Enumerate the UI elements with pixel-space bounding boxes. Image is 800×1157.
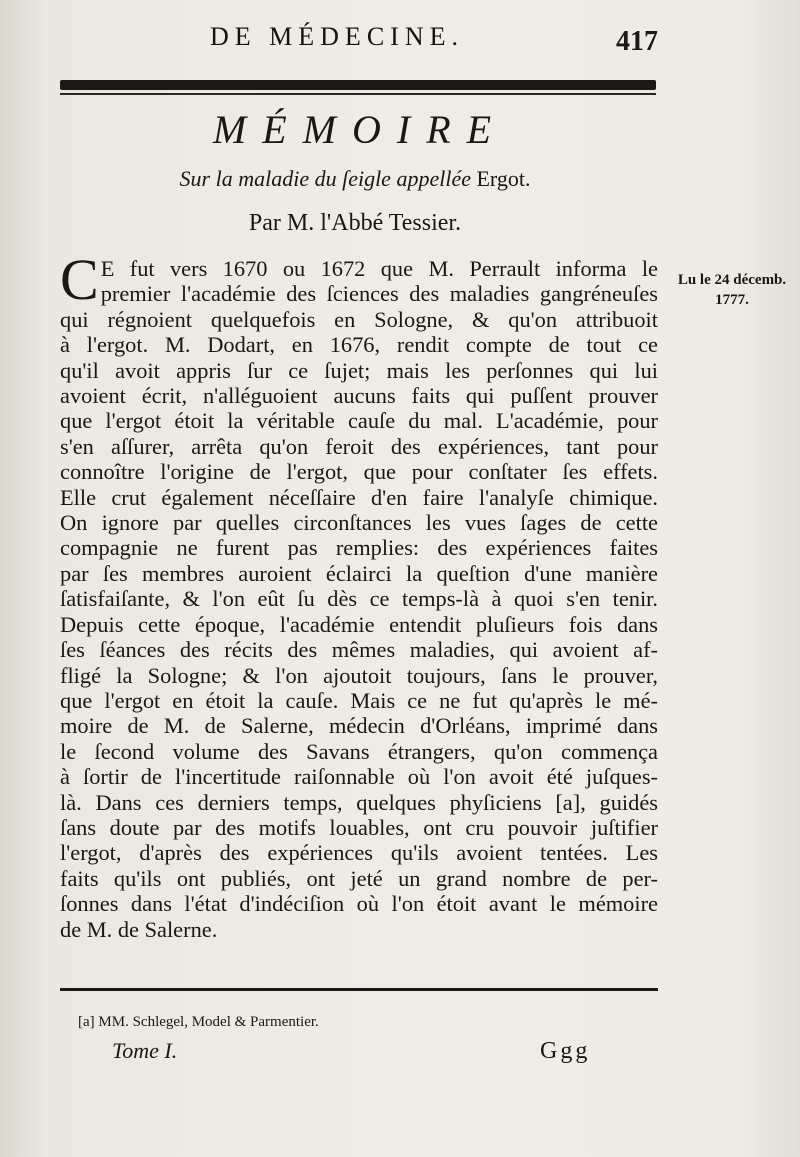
body-line: là. Dans ces derniers temps, quelques phyſiciens [a], guidés xyxy=(60,789,658,815)
drop-cap: C xyxy=(60,247,99,312)
body-line: que l'ergot étoit la véritable cauſe du mal. L'académie, pour xyxy=(60,408,658,434)
volume-label: Tome I. xyxy=(112,1038,178,1063)
footnote: [a] MM. Schlegel, Model & Parmentier. xyxy=(78,1014,319,1030)
body-line: que l'ergot en étoit la cauſe. Mais ce ne fut qu'après le mé- xyxy=(60,687,658,713)
body-line: qui régnoient quelquefois en Sologne, & qu'on attribuoit xyxy=(60,306,658,332)
body-line: connoître l'origine de l'ergot, que pour conſtater ſes effets. xyxy=(60,459,658,485)
subtitle-italic: Sur la maladie du ſeigle appellée xyxy=(179,166,471,191)
body-line: E fut vers 1670 ou 1672 que M. Perrault informa le xyxy=(100,256,658,281)
page-number: 417 xyxy=(616,26,658,57)
body-line: ſatisfaiſante, & l'on eût ſu dès ce temps-là à quoi s'en tenir. xyxy=(60,586,658,612)
body-line: avoient écrit, n'alléguoient aucuns faits qui puſſent prouver xyxy=(60,383,658,409)
author-line: Par M. l'Abbé Tessier. xyxy=(248,210,462,236)
memoir-subtitle xyxy=(0,166,710,192)
body-line: Depuis cette époque, l'académie entendit pluſieurs fois dans xyxy=(60,611,658,637)
body-line: s'en aſſurer, arrêta qu'on feroit des expériences, tant pour xyxy=(60,433,658,459)
body-line: à l'ergot. M. Dodart, en 1676, rendit compte de tout ce xyxy=(60,332,658,358)
margin-note-date: Lu le 24 décemb. xyxy=(677,272,787,288)
margin-note xyxy=(664,270,800,310)
top-rule xyxy=(60,80,656,90)
body-line: ſonnes dans l'état d'indéciſion où l'on étoit avant le mémoire xyxy=(60,891,658,917)
body-line: moire de M. de Salerne, médecin d'Orléans, imprimé dans xyxy=(60,713,658,739)
margin-note-year: 1777. xyxy=(715,292,749,308)
body-line: ſes ſéances des récits des mêmes maladies, qui avoient af- xyxy=(60,637,658,663)
body-line: le ſecond volume des Savans étrangers, qu'on commença xyxy=(60,738,658,764)
body-line: ſans doute par des motifs louables, ont cru pouvoir juſtifier xyxy=(60,814,658,840)
body-line: par ſes membres auroient éclairci la queſtion d'une manière xyxy=(60,560,658,586)
body-line: compagnie ne furent pas remplies: des expériences faites xyxy=(60,535,658,561)
running-head: DE MÉDECINE. xyxy=(210,22,464,51)
bottom-rule xyxy=(60,988,658,991)
memoir-title: MÉMOIRE xyxy=(212,107,508,152)
body-line: faits qu'ils ont publiés, ont jeté un grand nombre de per- xyxy=(60,865,658,891)
body-line: Elle crut également néceſſaire d'en faire l'analyſe chimique. xyxy=(60,484,658,510)
body-line: On ignore par quelles circonſtances les vues ſages de cette xyxy=(60,510,658,536)
body-line: fligé la Sologne; & l'on ajoutoit toujours, ſans le prouver, xyxy=(60,662,658,688)
body-line: l'ergot, d'après des expériences qu'ils avoient tentées. Les xyxy=(60,840,658,866)
body-line: à ſortir de l'incertitude raiſonnable où l'on avoit été juſques- xyxy=(60,764,658,790)
body-paragraph xyxy=(60,247,658,942)
signature-mark: Ggg xyxy=(540,1038,591,1064)
body-line: premier l'académie des ſciences des maladies gangréneuſes xyxy=(100,281,658,307)
subtitle-roman: Ergot. xyxy=(476,166,531,191)
body-line: qu'il avoit appris ſur ce ſujet; mais les perſonnes qui lui xyxy=(60,357,658,383)
body-line: de M. de Salerne. xyxy=(60,916,218,942)
